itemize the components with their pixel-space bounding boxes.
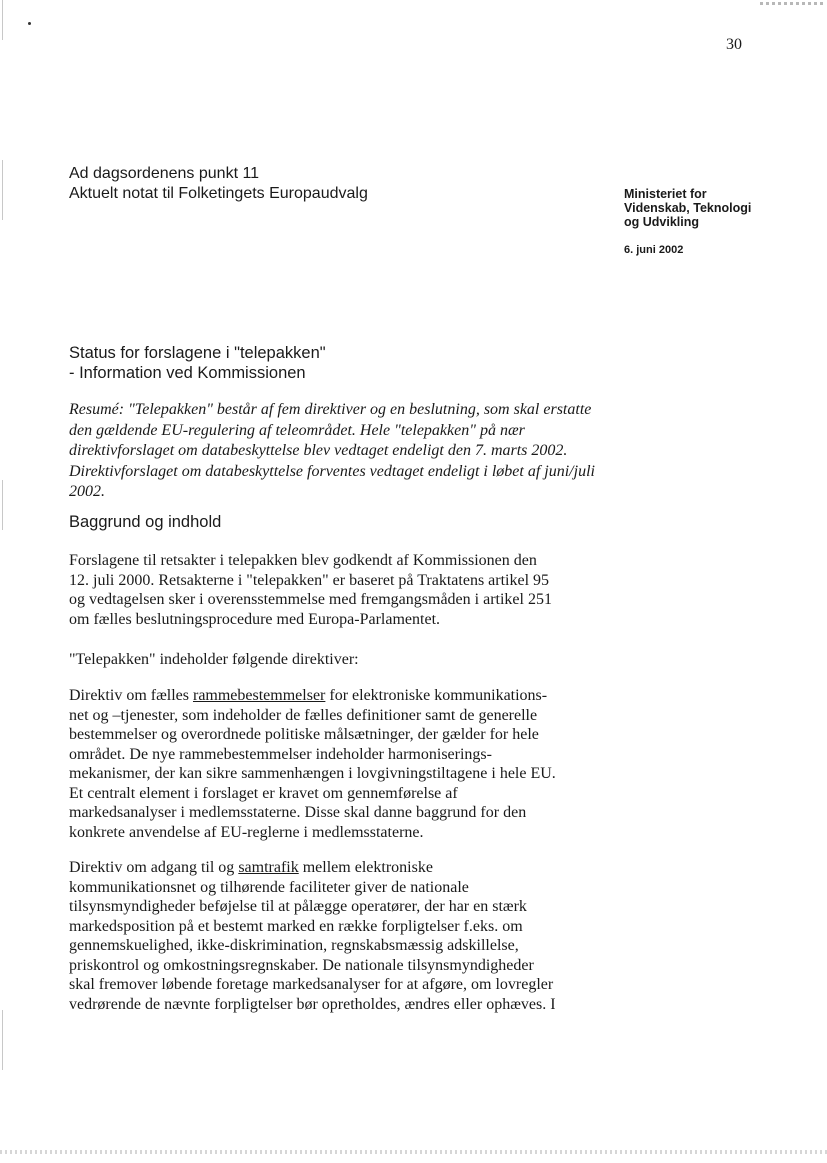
paragraph-line: bestemmelser og overordnede politiske målsætninger, der gælder for hele bbox=[69, 726, 539, 743]
underlined-term: samtrafik bbox=[238, 859, 299, 876]
paragraph-line: priskontrol og omkostningsregnskaber. De nationale tilsynsmyndigheder bbox=[69, 956, 534, 974]
paragraph-line bbox=[69, 858, 589, 878]
scan-bottom-noise bbox=[0, 1150, 827, 1154]
subtitle-line: - Information ved Kommissionen bbox=[69, 364, 306, 382]
ministry-name bbox=[624, 187, 751, 229]
directive-paragraph bbox=[69, 858, 589, 1014]
section-heading: Baggrund og indhold bbox=[69, 513, 222, 531]
scan-margin-line bbox=[2, 160, 3, 220]
paragraph-line: 12. juli 2000. Retsakterne i "telepakken" er baseret på Traktatens artikel 95 bbox=[69, 571, 550, 589]
ministry-line: Videnskab, Teknologi bbox=[624, 201, 752, 215]
paragraph-line: gennemskuelighed, ikke-diskrimination, regnskabsmæssig adskillelse, bbox=[69, 937, 519, 954]
paragraph-line: og vedtagelsen sker i overensstemmelse med fremgangsmåden i artikel 251 bbox=[69, 591, 552, 608]
text-span: Direktiv om adgang til og bbox=[69, 859, 239, 876]
agenda-header bbox=[69, 164, 368, 204]
body-paragraph bbox=[69, 551, 589, 629]
agenda-item: Ad dagsordenens punkt 11 bbox=[69, 165, 260, 182]
paragraph-line: mekanismer, der kan sikre sammenhængen i lovgivningstiltagene i hele EU. bbox=[69, 765, 556, 782]
agenda-subtitle: Aktuelt notat til Folketingets Europaudvalg bbox=[69, 185, 368, 202]
ministry-line: Ministeriet for bbox=[624, 187, 707, 201]
paragraph-line: området. De nye rammebestemmelser indeholder harmoniserings- bbox=[69, 745, 492, 763]
text-span: for elektroniske kommunikations- bbox=[325, 687, 548, 704]
paragraph-line: konkrete anvendelse af EU-reglerne i medlemsstaterne. bbox=[69, 823, 424, 841]
paragraph-line: vedrørende de nævnte forpligtelser bør opretholdes, ændres eller ophæves. I bbox=[69, 995, 556, 1013]
scan-margin-line bbox=[2, 480, 3, 530]
paragraph-line: Forslagene til retsakter i telepakken blev godkendt af Kommissionen den bbox=[69, 552, 537, 569]
paragraph-line: tilsynsmyndigheder beføjelse til at pålægge operatører, der har en stærk bbox=[69, 898, 527, 915]
text-span: Direktiv om fælles bbox=[69, 687, 193, 704]
paragraph-line bbox=[69, 686, 589, 706]
ministry-line: og Udvikling bbox=[624, 215, 699, 229]
underlined-term: rammebestemmelser bbox=[192, 687, 326, 704]
paragraph-line: markedsposition på et bestemt marked en række forpligtelser f.eks. om bbox=[69, 917, 523, 935]
paragraph-line: markedsanalyser i medlemsstaterne. Disse skal danne baggrund for den bbox=[69, 804, 527, 821]
scan-smudge bbox=[760, 2, 826, 5]
paragraph-line: "Telepakken" indeholder følgende direktiver: bbox=[69, 651, 359, 668]
document-title bbox=[69, 343, 326, 383]
scan-margin-line bbox=[2, 0, 3, 40]
scan-margin-line bbox=[2, 1010, 3, 1070]
paragraph-line: net og –tjenester, som indeholder de fælles definitioner samt de generelle bbox=[69, 706, 538, 724]
body-paragraph bbox=[69, 650, 589, 670]
directive-paragraph bbox=[69, 686, 589, 842]
paragraph-line: skal fremover løbende foretage markedsanalyser for at afgøre, om lovregler bbox=[69, 976, 554, 993]
paragraph-line: Et centralt element i forslaget er kravet om gennemførelse af bbox=[69, 784, 458, 802]
text-span: mellem elektroniske bbox=[298, 859, 433, 876]
resume-paragraph: Resumé: "Telepakken" består af fem direktiver og en beslutning, som skal erstatte den gældende EU-regulering af teleområdet. Hele "telepakken" på nær direktivforslaget om databeskyttelse blev vedtaget endeligt den 7. marts 2002. Direktivforslaget om databeskyttelse forventes vedtaget endeligt i løbet af juni/juli 2002. bbox=[69, 401, 595, 500]
paragraph-line: om fælles beslutningsprocedure med Europa-Parlamentet. bbox=[69, 610, 441, 628]
title-line: Status for forslagene i "telepakken" bbox=[69, 344, 326, 362]
document-date: 6. juni 2002 bbox=[624, 244, 684, 256]
page-number: 30 bbox=[726, 36, 742, 53]
paragraph-line: kommunikationsnet og tilhørende faciliteter giver de nationale bbox=[69, 878, 469, 896]
scan-dot bbox=[28, 22, 31, 25]
